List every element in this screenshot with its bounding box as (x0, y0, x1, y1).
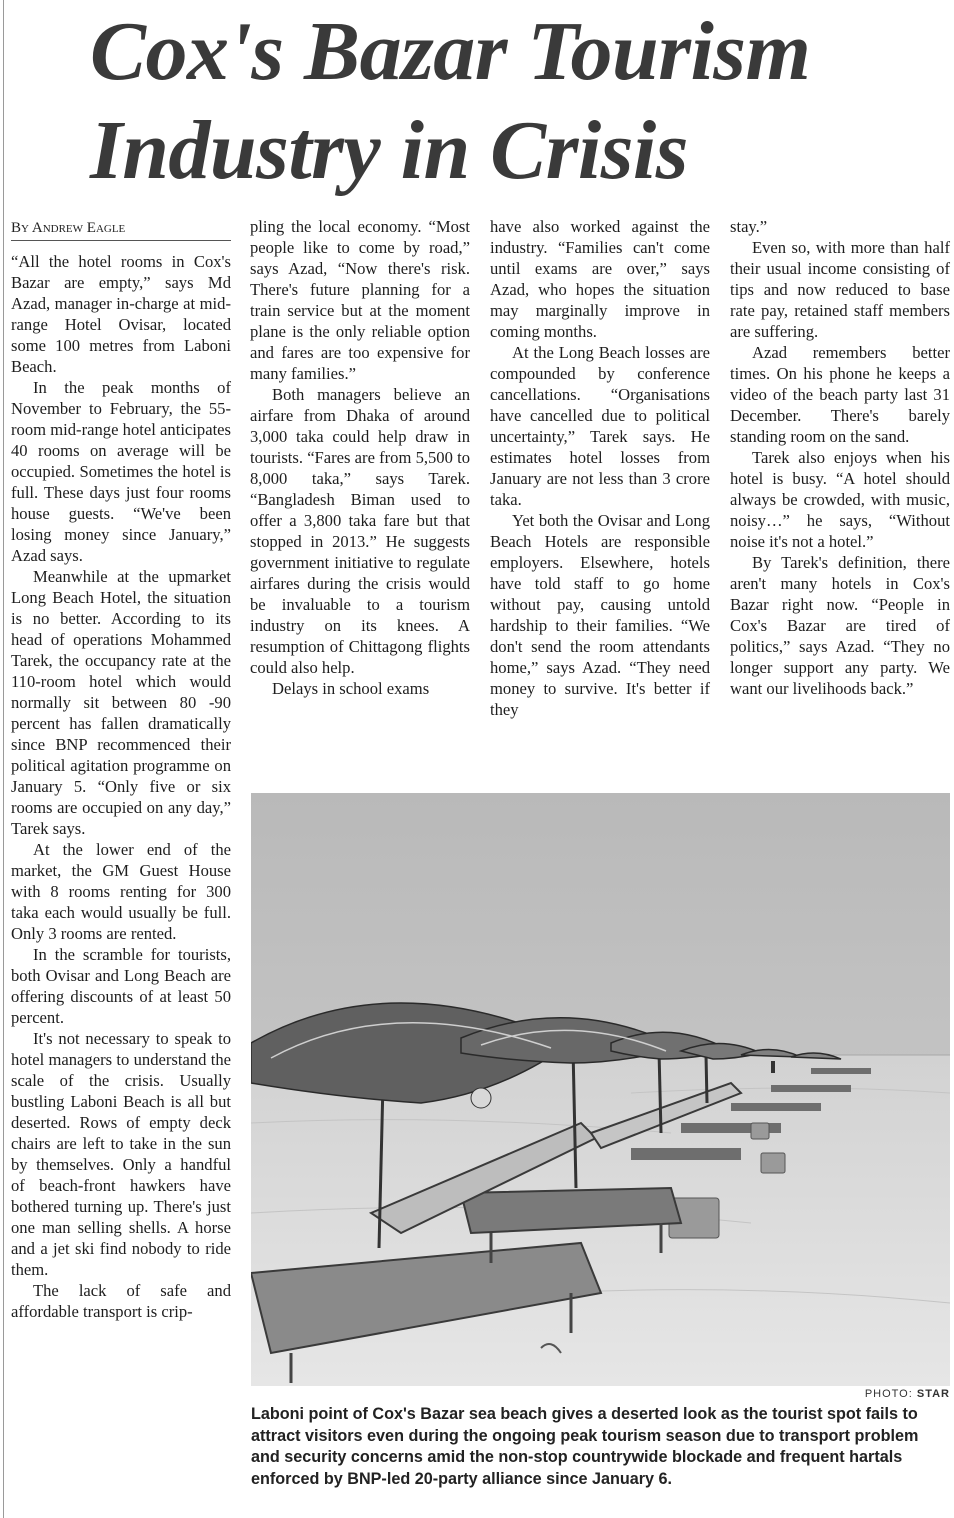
article-column-2 (250, 216, 470, 699)
paragraph: Delays in school exams (272, 679, 430, 698)
photo-credit-label: PHOTO: (864, 1388, 913, 1400)
article-headline: Cox's Bazar Tourism Industry in Crisis (90, 5, 811, 197)
photo-credit-source: STAR (916, 1388, 950, 1400)
paragraph: pling the local economy. “Most people like to come by road,” says Azad, “Now there's risk. There's future planning for a train service but at the moment plane is the only reliable option and fares are too expensive for many families.” (250, 217, 470, 383)
article-column-4 (730, 216, 950, 699)
paragraph: In the scramble for tourists, both Ovisar and Long Beach are offering discounts of at least 50 percent. (11, 945, 231, 1027)
paragraph: Even so, with more than half their usual income consisting of tips and now reduced to base rate pay, retained staff members are suffering. (730, 238, 950, 341)
paragraph: By Tarek's definition, there aren't many hotels in Cox's Bazar right now. “People in Cox's Bazar are tired of politics,” says Azad. “They no longer support any party. We want our livelihoods back.” (730, 553, 950, 698)
paragraph: “All the hotel rooms in Cox's Bazar are empty,” says Md Azad, manager in-charge at mid-range Hotel Ovisar, located some 100 metres from Laboni Beach. (11, 252, 231, 376)
paragraph: Yet both the Ovisar and Long Beach Hotels are responsible employers. Elsewhere, hotels have told staff to go home without pay, causing untold hardship to their families. “We don't send the room attendants home,” says Azad. “They need money to survive. It's better if they (490, 511, 710, 719)
page-edge-rule (3, 0, 4, 1518)
photo-caption: Laboni point of Cox's Bazar sea beach gives a deserted look as the tourist spot fails to attract visitors even during the ongoing peak tourism season due to transport problem and security concerns amid the non-stop countrywide blockade and frequent hartals enforced by BNP-led 20-party alliance since January 6. (251, 1405, 919, 1488)
paragraph: Meanwhile at the upmarket Long Beach Hotel, the situation is no better. According to its head of operations Mohammed Tarek, the occupancy rate at the 110-room hotel which would normally sit between 80 -90 percent has fallen dramatically since BNP recommenced their political agitation programme on January 5. “Only five or six rooms are occupied on any day,” Tarek says. (11, 567, 231, 838)
paragraph: It's not necessary to speak to hotel managers to understand the scale of the crisis. Usually bustling Laboni Beach is all but deserted. Rows of empty deck chairs are left to take in the sun by themselves. Only a handful of beach-front hawkers have bothered turning up. There's just one man selling shells. A horse and a jet ski find nobody to ride them. (11, 1029, 231, 1279)
paragraph: In the peak months of November to February, the 55-room mid-range hotel anticipates 40 rooms on average will be occupied. Sometimes the hotel is full. These days just four rooms house guests. “We've been losing money since January,” Azad says. (11, 378, 231, 565)
byline: By Andrew Eagle (11, 218, 231, 241)
article-column-1 (11, 251, 231, 1322)
paragraph: have also worked against the industry. “Families can't come until exams are over,” says Azad, who hopes the situation may marginally improve in coming months. (490, 217, 710, 341)
paragraph: At the lower end of the market, the GM Guest House with 8 rooms renting for 300 taka each would usually be full. Only 3 rooms are rented. (11, 840, 231, 943)
paragraph: Azad remembers better times. On his phone he keeps a video of the beach party last 31 December. There's barely standing room on the sand. (730, 343, 950, 446)
paragraph: The lack of safe and affordable transport is crip- (11, 1281, 231, 1321)
photo-credit (780, 1387, 950, 1401)
paragraph: Both managers believe an airfare from Dhaka of around 3,000 taka could help draw in tourists. “Fares are from 5,500 to 8,000 taka,” says Tarek. “Bangladesh Biman used to offer a 3,800 taka fare but that stopped in 2013.” He suggests government initiative to regulate airfares during the crisis would be invaluable to a tourism industry on its knees. A resumption of Chittagong flights could also help. (250, 385, 470, 677)
beach-umbrellas-illustration (251, 793, 950, 1386)
beach-photo (251, 793, 950, 1386)
article-column-3 (490, 216, 710, 720)
paragraph: stay.” (730, 217, 768, 236)
paragraph: At the Long Beach losses are compounded by conference cancellations. “Organisations have cancelled due to political uncertainty,” Tarek says. He estimates hotel losses from January are not less than 3 crore taka. (490, 343, 710, 509)
paragraph: Tarek also enjoys when his hotel is busy. “A hotel should always be crowded, with music, noisy…” he says, “Without noise it's not a hotel.” (730, 448, 950, 551)
